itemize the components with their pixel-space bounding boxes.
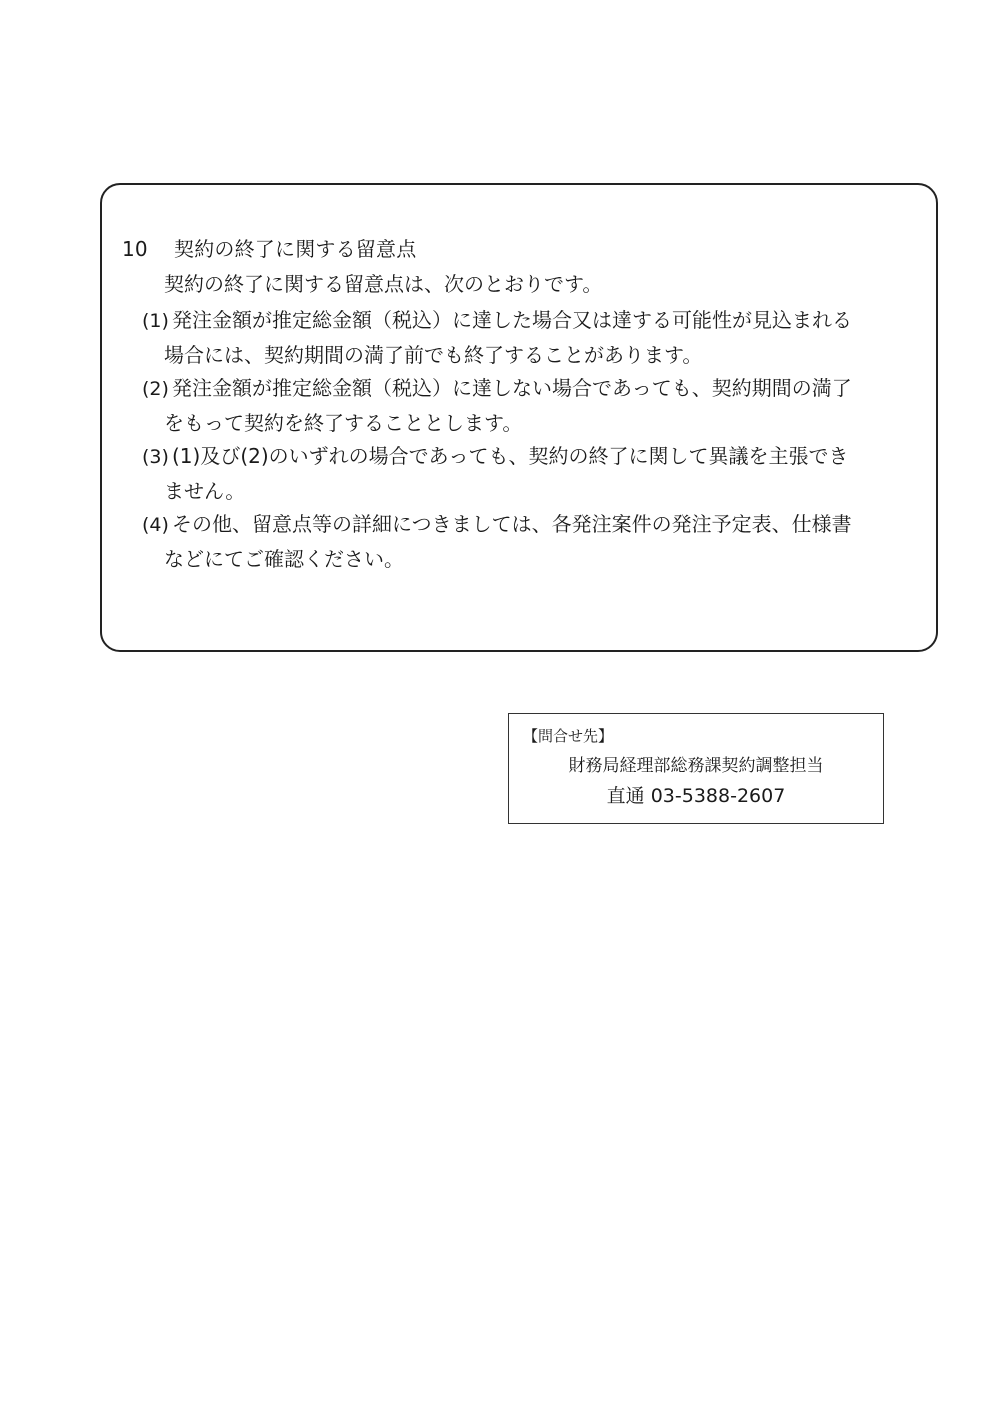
list-item-marker: (1)	[142, 310, 169, 332]
contract-termination-notice	[100, 183, 938, 652]
list-item-first-line	[142, 303, 932, 338]
section-number: 10	[122, 237, 148, 261]
list-item-marker: (4)	[142, 514, 169, 536]
list-item-continuation: ません。	[164, 479, 246, 503]
list-item-text: 発注金額が推定総金額（税込）に達した場合又は達する可能性が見込まれる	[172, 308, 852, 332]
contact-department: 財務局経理部総務課契約調整担当	[568, 756, 824, 776]
list-item-3	[142, 439, 932, 508]
list-item-first-line	[142, 507, 932, 542]
contact-label: 【問合せ先】	[523, 727, 614, 745]
list-item-marker: (3)	[142, 446, 169, 468]
list-item-text: (1)及び(2)のいずれの場合であっても、契約の終了に関して異議を主張でき	[172, 444, 849, 468]
list-item-continuation: をもって契約を終了することとします。	[164, 411, 523, 435]
contact-phone: 直通 03-5388-2607	[606, 785, 786, 807]
contact-box	[508, 713, 884, 824]
section-heading	[122, 233, 416, 265]
list-item-1	[142, 303, 932, 372]
list-item-marker: (2)	[142, 378, 169, 400]
list-item-continuation: 場合には、契約期間の満了前でも終了することがあります。	[164, 343, 703, 367]
list-item-continuation: などにてご確認ください。	[164, 547, 404, 571]
section-intro: 契約の終了に関する留意点は、次のとおりです。	[164, 272, 603, 296]
list-item-4	[142, 507, 932, 576]
list-item-text: 発注金額が推定総金額（税込）に達しない場合であっても、契約期間の満了	[172, 376, 852, 400]
list-item-first-line	[142, 371, 932, 406]
section-title: 契約の終了に関する留意点	[174, 237, 417, 261]
list-item-first-line	[142, 439, 932, 474]
list-item-text: その他、留意点等の詳細につきましては、各発注案件の発注予定表、仕様書	[172, 512, 852, 536]
list-item-2	[142, 371, 932, 440]
